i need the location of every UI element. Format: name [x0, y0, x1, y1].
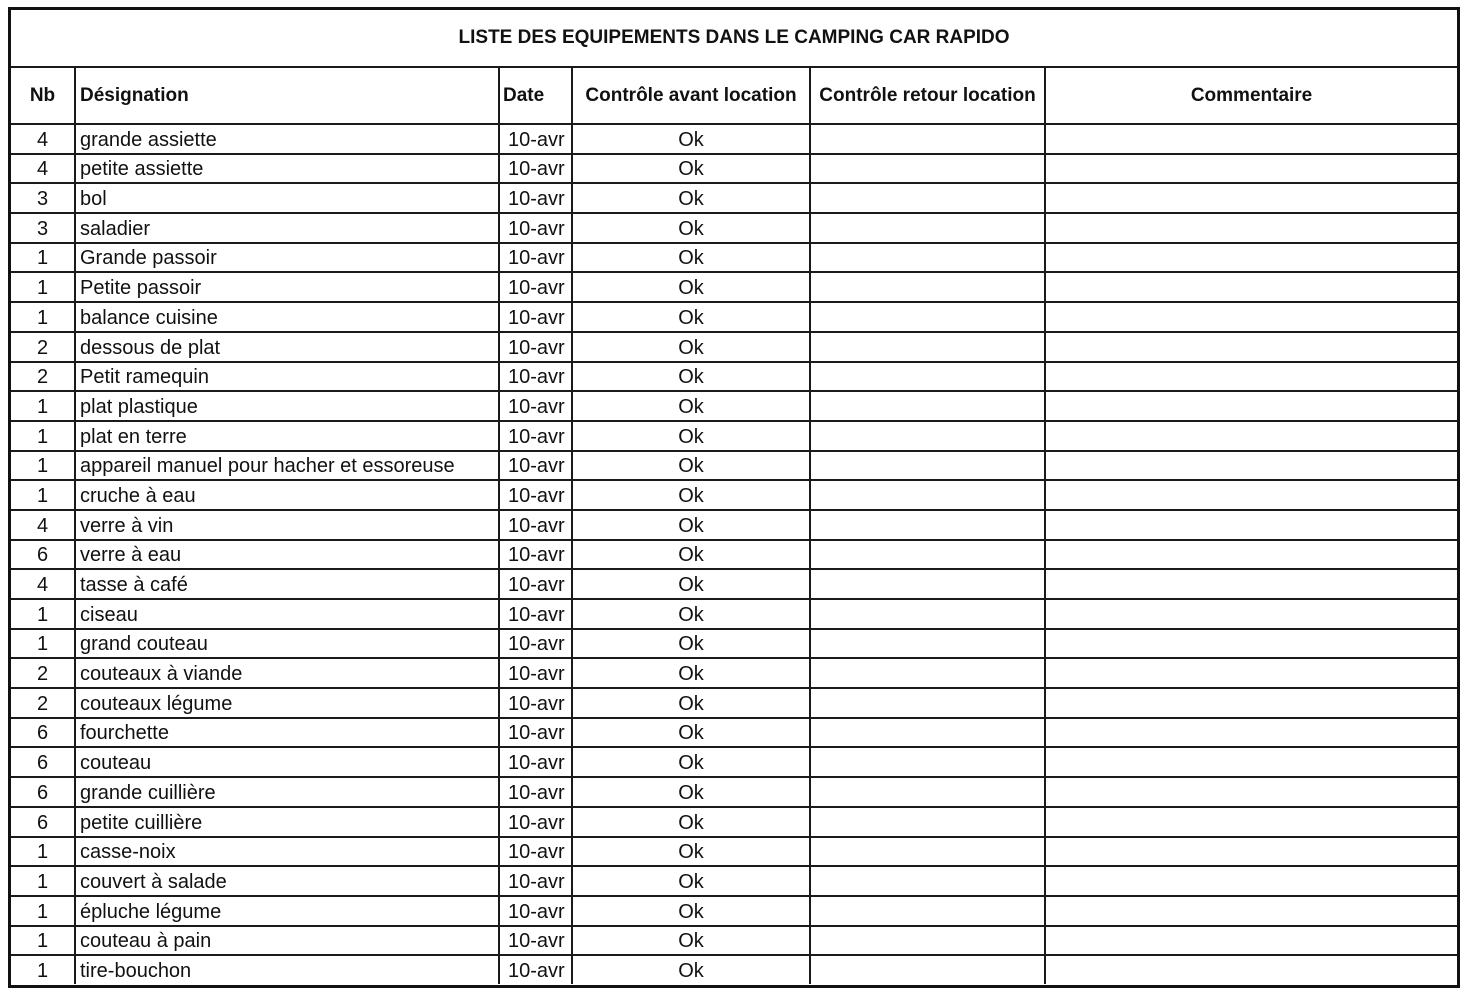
cell-commentaire: [1045, 154, 1457, 184]
cell-date: 10-avr: [499, 213, 572, 243]
cell-date: 10-avr: [499, 926, 572, 956]
table-row: [11, 955, 1457, 984]
cell-designation: couvert à salade: [75, 866, 499, 896]
cell-controle-avant: Ok: [572, 688, 810, 718]
cell-nb: 1: [11, 421, 75, 451]
cell-designation: dessous de plat: [75, 332, 499, 362]
table-row: [11, 272, 1457, 302]
table-row: [11, 421, 1457, 451]
cell-controle-retour: [810, 629, 1045, 659]
cell-nb: 6: [11, 540, 75, 570]
cell-commentaire: [1045, 391, 1457, 421]
cell-controle-retour: [810, 272, 1045, 302]
cell-date: 10-avr: [499, 421, 572, 451]
cell-date: 10-avr: [499, 480, 572, 510]
table-row: [11, 629, 1457, 659]
table-row: [11, 124, 1457, 154]
cell-controle-retour: [810, 480, 1045, 510]
cell-date: 10-avr: [499, 569, 572, 599]
table-row: [11, 926, 1457, 956]
cell-commentaire: [1045, 747, 1457, 777]
cell-commentaire: [1045, 213, 1457, 243]
cell-designation: tire-bouchon: [75, 955, 499, 984]
cell-commentaire: [1045, 480, 1457, 510]
cell-controle-retour: [810, 421, 1045, 451]
table-row: [11, 777, 1457, 807]
table-row: [11, 688, 1457, 718]
cell-commentaire: [1045, 124, 1457, 154]
cell-commentaire: [1045, 332, 1457, 362]
cell-date: 10-avr: [499, 777, 572, 807]
cell-controle-retour: [810, 183, 1045, 213]
cell-controle-avant: Ok: [572, 658, 810, 688]
cell-nb: 1: [11, 480, 75, 510]
cell-nb: 1: [11, 955, 75, 984]
cell-controle-avant: Ok: [572, 747, 810, 777]
cell-controle-retour: [810, 332, 1045, 362]
cell-controle-retour: [810, 510, 1045, 540]
cell-controle-avant: Ok: [572, 480, 810, 510]
cell-controle-avant: Ok: [572, 124, 810, 154]
cell-controle-avant: Ok: [572, 391, 810, 421]
cell-date: 10-avr: [499, 510, 572, 540]
cell-commentaire: [1045, 302, 1457, 332]
cell-date: 10-avr: [499, 658, 572, 688]
cell-nb: 1: [11, 599, 75, 629]
cell-nb: 6: [11, 718, 75, 748]
cell-date: 10-avr: [499, 183, 572, 213]
cell-controle-avant: Ok: [572, 569, 810, 599]
cell-controle-avant: Ok: [572, 540, 810, 570]
cell-nb: 1: [11, 272, 75, 302]
cell-commentaire: [1045, 718, 1457, 748]
cell-controle-retour: [810, 243, 1045, 273]
cell-controle-retour: [810, 926, 1045, 956]
table-row: [11, 718, 1457, 748]
cell-nb: 2: [11, 332, 75, 362]
equipment-table: [11, 10, 1457, 984]
cell-commentaire: [1045, 540, 1457, 570]
table-row: [11, 183, 1457, 213]
cell-date: 10-avr: [499, 955, 572, 984]
cell-controle-avant: Ok: [572, 837, 810, 867]
cell-controle-avant: Ok: [572, 243, 810, 273]
cell-designation: tasse à café: [75, 569, 499, 599]
cell-controle-retour: [810, 658, 1045, 688]
cell-commentaire: [1045, 183, 1457, 213]
cell-designation: couteau à pain: [75, 926, 499, 956]
cell-nb: 6: [11, 747, 75, 777]
cell-controle-avant: Ok: [572, 896, 810, 926]
cell-controle-avant: Ok: [572, 510, 810, 540]
table-row: [11, 480, 1457, 510]
header-controle-avant: Contrôle avant location: [572, 67, 810, 124]
cell-designation: petite cuillière: [75, 807, 499, 837]
cell-controle-retour: [810, 896, 1045, 926]
cell-designation: appareil manuel pour hacher et essoreuse: [75, 451, 499, 481]
cell-designation: grande cuillière: [75, 777, 499, 807]
cell-controle-retour: [810, 213, 1045, 243]
cell-designation: Grande passoir: [75, 243, 499, 273]
cell-designation: épluche légume: [75, 896, 499, 926]
cell-nb: 1: [11, 896, 75, 926]
cell-commentaire: [1045, 243, 1457, 273]
cell-nb: 3: [11, 183, 75, 213]
cell-commentaire: [1045, 629, 1457, 659]
cell-controle-retour: [810, 599, 1045, 629]
cell-date: 10-avr: [499, 837, 572, 867]
cell-nb: 1: [11, 866, 75, 896]
cell-controle-avant: Ok: [572, 332, 810, 362]
header-nb: Nb: [11, 67, 75, 124]
cell-date: 10-avr: [499, 896, 572, 926]
cell-designation: ciseau: [75, 599, 499, 629]
cell-designation: plat en terre: [75, 421, 499, 451]
cell-nb: 1: [11, 391, 75, 421]
table-row: [11, 332, 1457, 362]
cell-date: 10-avr: [499, 807, 572, 837]
table-row: [11, 896, 1457, 926]
cell-designation: Petit ramequin: [75, 362, 499, 392]
cell-date: 10-avr: [499, 688, 572, 718]
cell-designation: casse-noix: [75, 837, 499, 867]
cell-date: 10-avr: [499, 154, 572, 184]
cell-nb: 1: [11, 926, 75, 956]
cell-designation: fourchette: [75, 718, 499, 748]
cell-controle-retour: [810, 451, 1045, 481]
cell-date: 10-avr: [499, 599, 572, 629]
cell-date: 10-avr: [499, 540, 572, 570]
cell-controle-avant: Ok: [572, 955, 810, 984]
table-row: [11, 362, 1457, 392]
cell-controle-avant: Ok: [572, 926, 810, 956]
table-row: [11, 747, 1457, 777]
table-row: [11, 243, 1457, 273]
cell-date: 10-avr: [499, 332, 572, 362]
cell-commentaire: [1045, 421, 1457, 451]
cell-nb: 6: [11, 777, 75, 807]
cell-controle-avant: Ok: [572, 599, 810, 629]
cell-designation: plat plastique: [75, 391, 499, 421]
table-row: [11, 213, 1457, 243]
header-designation: Désignation: [75, 67, 499, 124]
cell-controle-retour: [810, 124, 1045, 154]
equipment-sheet: [8, 7, 1460, 988]
header-date: Date: [499, 67, 572, 124]
cell-commentaire: [1045, 658, 1457, 688]
cell-date: 10-avr: [499, 747, 572, 777]
cell-controle-avant: Ok: [572, 183, 810, 213]
cell-nb: 6: [11, 807, 75, 837]
cell-designation: grande assiette: [75, 124, 499, 154]
table-row: [11, 569, 1457, 599]
cell-controle-retour: [810, 955, 1045, 984]
cell-designation: couteaux à viande: [75, 658, 499, 688]
cell-controle-retour: [810, 837, 1045, 867]
header-row: [11, 67, 1457, 124]
cell-designation: verre à eau: [75, 540, 499, 570]
cell-controle-retour: [810, 302, 1045, 332]
table-row: [11, 866, 1457, 896]
cell-designation: couteaux légume: [75, 688, 499, 718]
cell-date: 10-avr: [499, 272, 572, 302]
cell-nb: 3: [11, 213, 75, 243]
cell-commentaire: [1045, 807, 1457, 837]
cell-commentaire: [1045, 926, 1457, 956]
cell-controle-avant: Ok: [572, 718, 810, 748]
cell-designation: cruche à eau: [75, 480, 499, 510]
cell-nb: 1: [11, 837, 75, 867]
cell-commentaire: [1045, 569, 1457, 599]
cell-controle-avant: Ok: [572, 272, 810, 302]
cell-designation: grand couteau: [75, 629, 499, 659]
cell-controle-retour: [810, 362, 1045, 392]
cell-date: 10-avr: [499, 718, 572, 748]
cell-commentaire: [1045, 451, 1457, 481]
header-commentaire: Commentaire: [1045, 67, 1457, 124]
cell-designation: petite assiette: [75, 154, 499, 184]
cell-controle-avant: Ok: [572, 451, 810, 481]
cell-date: 10-avr: [499, 629, 572, 659]
header-controle-retour: Contrôle retour location: [810, 67, 1045, 124]
cell-controle-retour: [810, 154, 1045, 184]
cell-nb: 2: [11, 688, 75, 718]
cell-commentaire: [1045, 896, 1457, 926]
table-row: [11, 510, 1457, 540]
table-row: [11, 658, 1457, 688]
cell-controle-avant: Ok: [572, 421, 810, 451]
cell-date: 10-avr: [499, 362, 572, 392]
cell-nb: 4: [11, 124, 75, 154]
table-row: [11, 837, 1457, 867]
cell-designation: verre à vin: [75, 510, 499, 540]
cell-commentaire: [1045, 510, 1457, 540]
cell-nb: 2: [11, 658, 75, 688]
cell-designation: balance cuisine: [75, 302, 499, 332]
cell-nb: 1: [11, 243, 75, 273]
cell-controle-retour: [810, 747, 1045, 777]
cell-controle-retour: [810, 569, 1045, 599]
cell-commentaire: [1045, 777, 1457, 807]
table-body: [11, 124, 1457, 984]
cell-nb: 1: [11, 302, 75, 332]
cell-commentaire: [1045, 837, 1457, 867]
cell-nb: 4: [11, 569, 75, 599]
cell-controle-retour: [810, 718, 1045, 748]
cell-date: 10-avr: [499, 866, 572, 896]
cell-nb: 4: [11, 154, 75, 184]
title-row: [11, 10, 1457, 67]
cell-controle-avant: Ok: [572, 154, 810, 184]
table-row: [11, 540, 1457, 570]
cell-designation: couteau: [75, 747, 499, 777]
cell-controle-retour: [810, 391, 1045, 421]
cell-controle-retour: [810, 807, 1045, 837]
cell-controle-retour: [810, 866, 1045, 896]
cell-commentaire: [1045, 688, 1457, 718]
cell-controle-avant: Ok: [572, 807, 810, 837]
cell-date: 10-avr: [499, 391, 572, 421]
table-row: [11, 807, 1457, 837]
cell-designation: bol: [75, 183, 499, 213]
cell-controle-avant: Ok: [572, 866, 810, 896]
table-row: [11, 302, 1457, 332]
cell-date: 10-avr: [499, 124, 572, 154]
page-title: LISTE DES EQUIPEMENTS DANS LE CAMPING CAR RAPIDO: [11, 10, 1457, 67]
cell-controle-retour: [810, 688, 1045, 718]
cell-controle-avant: Ok: [572, 777, 810, 807]
cell-controle-retour: [810, 540, 1045, 570]
cell-nb: 1: [11, 629, 75, 659]
cell-controle-retour: [810, 777, 1045, 807]
table-row: [11, 599, 1457, 629]
cell-controle-avant: Ok: [572, 629, 810, 659]
cell-nb: 1: [11, 451, 75, 481]
cell-date: 10-avr: [499, 451, 572, 481]
cell-designation: Petite passoir: [75, 272, 499, 302]
cell-designation: saladier: [75, 213, 499, 243]
cell-controle-avant: Ok: [572, 302, 810, 332]
cell-date: 10-avr: [499, 302, 572, 332]
cell-nb: 2: [11, 362, 75, 392]
cell-commentaire: [1045, 272, 1457, 302]
cell-controle-avant: Ok: [572, 362, 810, 392]
table-row: [11, 391, 1457, 421]
cell-nb: 4: [11, 510, 75, 540]
cell-commentaire: [1045, 955, 1457, 984]
table-row: [11, 154, 1457, 184]
cell-date: 10-avr: [499, 243, 572, 273]
cell-commentaire: [1045, 362, 1457, 392]
cell-commentaire: [1045, 866, 1457, 896]
cell-commentaire: [1045, 599, 1457, 629]
cell-controle-avant: Ok: [572, 213, 810, 243]
table-row: [11, 451, 1457, 481]
